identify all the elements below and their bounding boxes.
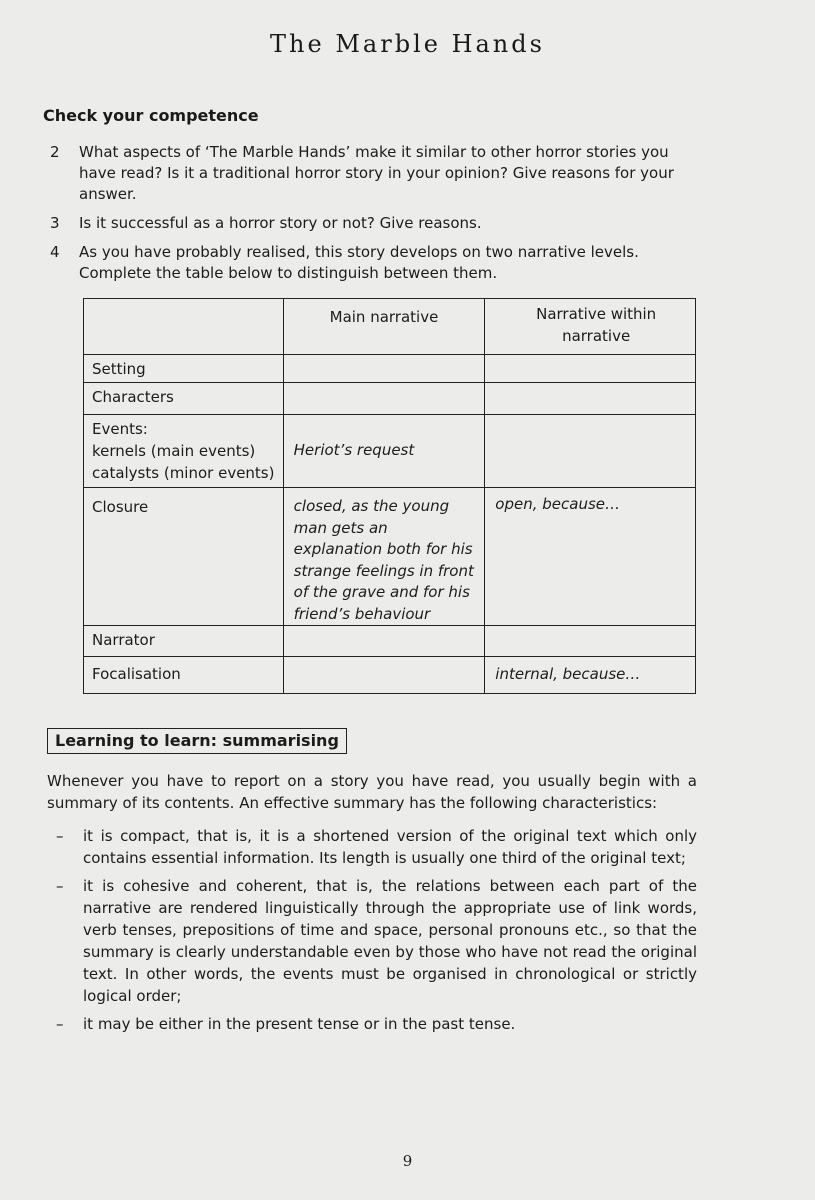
bullet-dash: – [56, 877, 64, 895]
bullet-dash: – [56, 827, 64, 845]
list-item-text: it is cohesive and coherent, that is, the relations between each part of the narrative are rendered linguistically through the appropriate use of link words, verb tenses, prepositions of time and space, personal pronouns etc., so that the summary is clearly understandable even by those who have not read the original text. In other words, the events must be organised in chronological or strictly logical order; [83, 877, 697, 1005]
page-number: 9 [402, 1152, 413, 1170]
table-row [84, 626, 696, 657]
narrative-levels-table [83, 298, 696, 694]
question-text: What aspects of ‘The Marble Hands’ make it similar to other horror stories you have read? Is it a traditional horror story in your opinion? Give reasons for your answer. [79, 143, 674, 203]
main-narrative-cell[interactable] [283, 626, 485, 657]
question-number: 3 [50, 214, 60, 232]
question-list [50, 142, 710, 292]
list-item-text: it may be either in the present tense or in the past tense. [83, 1015, 516, 1033]
header-main-narrative: Main narrative [329, 308, 439, 326]
intro-paragraph: Whenever you have to report on a story you have read, you usually begin with a summary of its contents. An effective summary has the following characteristics: [47, 772, 697, 812]
table-row [84, 657, 696, 694]
question-item [50, 242, 710, 284]
list-item-text: it is compact, that is, it is a shortened version of the original text which only contains essential information. Its length is usually one third of the original text; [83, 827, 697, 867]
table-header-cell [283, 299, 485, 355]
row-label: Narrator [84, 626, 284, 657]
row-label: Focalisation [84, 657, 284, 694]
list-item [56, 875, 697, 1007]
main-narrative-cell[interactable] [283, 355, 485, 383]
question-item [50, 213, 710, 234]
within-narrative-cell[interactable] [485, 355, 696, 383]
within-narrative-cell[interactable]: open, because… [485, 488, 696, 626]
characteristics-list [56, 825, 697, 1041]
within-narrative-cell[interactable] [485, 415, 696, 488]
row-label: Setting [84, 355, 284, 383]
row-label: Events: kernels (main events) catalysts (minor events) [84, 415, 284, 488]
row-label: Closure [84, 488, 284, 626]
header-narrative-within: Narrative within narrative [536, 305, 657, 345]
page-title: The Marble Hands [270, 30, 545, 58]
within-narrative-cell[interactable]: internal, because… [485, 657, 696, 694]
table-header-cell [84, 299, 284, 355]
question-text: As you have probably realised, this story develops on two narrative levels. Complete the table below to distinguish between them. [79, 243, 639, 282]
table-row [84, 415, 696, 488]
boxed-section-heading: Learning to learn: summarising [47, 728, 347, 754]
question-text: Is it successful as a horror story or not? Give reasons. [79, 214, 482, 232]
list-item [56, 825, 697, 869]
list-item [56, 1013, 697, 1035]
row-label: Characters [84, 383, 284, 415]
main-narrative-cell[interactable]: Heriot’s request [283, 415, 485, 488]
table-row [84, 488, 696, 626]
table-row [84, 383, 696, 415]
question-item [50, 142, 710, 205]
main-narrative-cell[interactable] [283, 657, 485, 694]
main-narrative-cell[interactable]: closed, as the young man gets an explanation both for his strange feelings in front of the grave and for his friend’s behaviour [283, 488, 485, 626]
main-narrative-cell[interactable] [283, 383, 485, 415]
within-narrative-cell[interactable] [485, 626, 696, 657]
table-row [84, 355, 696, 383]
section-heading: Check your competence [43, 106, 259, 125]
question-number: 2 [50, 143, 60, 161]
bullet-dash: – [56, 1015, 64, 1033]
question-number: 4 [50, 243, 60, 261]
within-narrative-cell[interactable] [485, 383, 696, 415]
table-header-cell [485, 299, 696, 355]
table-header-row [84, 299, 696, 355]
